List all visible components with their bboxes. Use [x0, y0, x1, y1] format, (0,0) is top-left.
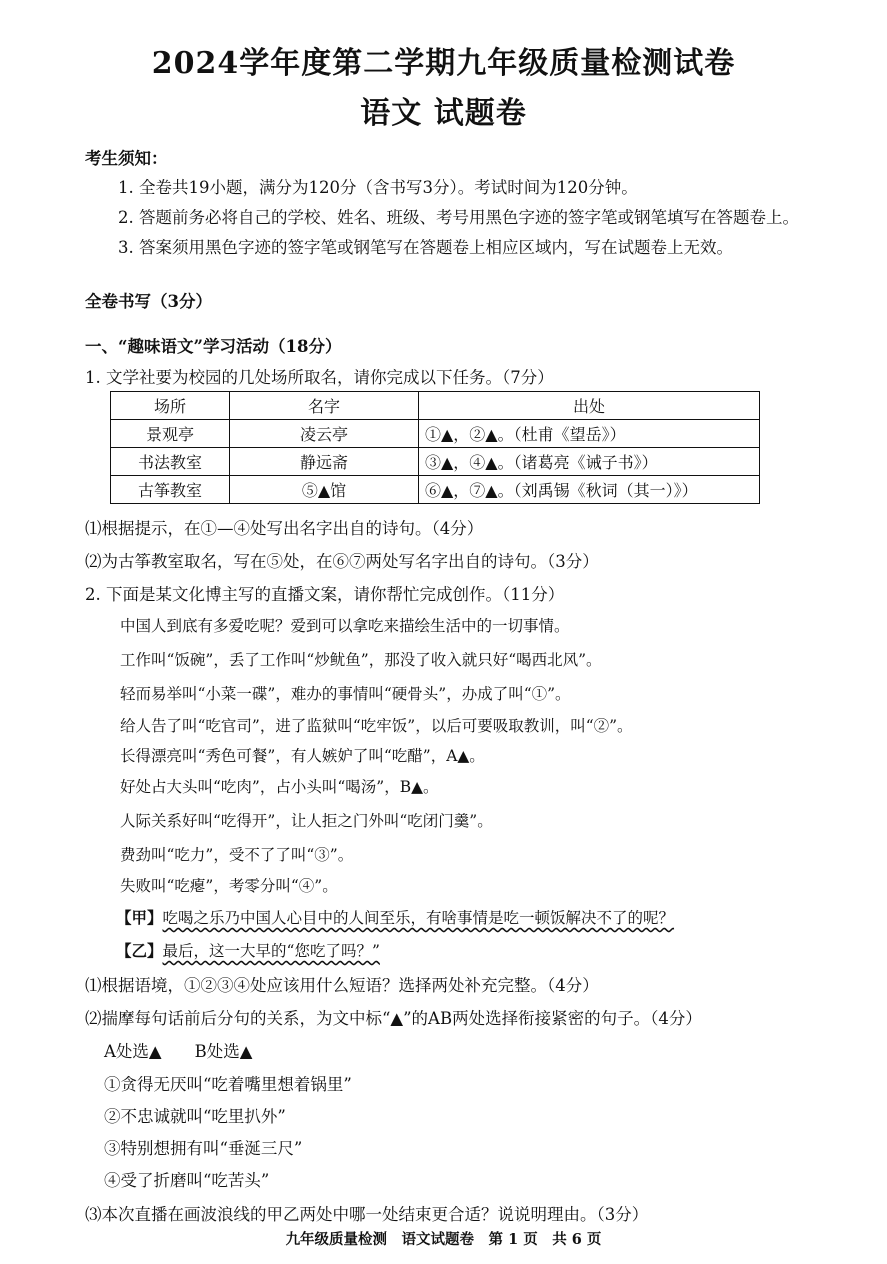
table-cell: 书法教室 — [111, 448, 230, 476]
naming-table — [110, 391, 760, 504]
option-item: ④受了折磨叫“吃苦头” — [104, 1171, 270, 1190]
writing-section-heading: 全卷书写（3分） — [85, 292, 212, 311]
table-row — [111, 420, 760, 448]
option-item: ②不忠诚就叫“吃里扒外” — [104, 1107, 286, 1126]
table-cell: ⑥▲，⑦▲。（刘禹锡《秋词（其一）》） — [419, 476, 760, 504]
section1-heading: 一、“趣味语文”学习活动（18分） — [85, 337, 342, 356]
table-header-cell: 出处 — [419, 392, 760, 420]
exam-subtitle: 语文 试题卷 — [360, 96, 527, 131]
notice-item: 1. 全卷共19小题，满分为120分（含书写3分）。考试时间为120分钟。 — [118, 178, 638, 197]
q1-subquestion-2: ⑵为古筝教室取名，写在⑤处，在⑥⑦两处写名字出自的诗句。（3分） — [85, 552, 599, 571]
table-cell: 景观亭 — [111, 420, 230, 448]
table-header-cell: 名字 — [230, 392, 419, 420]
q2-subquestion-2: ⑵揣摩每句话前后分句的关系，为文中标“▲”的AB两处选择衔接紧密的句子。（4分） — [85, 1009, 702, 1028]
table-row — [111, 448, 760, 476]
option-item: ①贪得无厌叫“吃着嘴里想着锅里” — [104, 1075, 352, 1094]
table-cell: 凌云亭 — [230, 420, 419, 448]
copy-line: 失败叫“吃瘪”，考零分叫“④”。 — [120, 877, 338, 895]
q2-subquestion-1: ⑴根据语境，①②③④处应该用什么短语？选择两处补充完整。（4分） — [85, 976, 599, 995]
table-cell: ③▲，④▲。（诸葛亮《诫子书》） — [419, 448, 760, 476]
jia-label: 【甲】 — [116, 908, 163, 927]
jia-text: 吃喝之乐乃中国人心目中的人间至乐，有啥事情是吃一顿饭解决不了的呢？ — [162, 909, 675, 927]
wavy-line-jia — [116, 906, 674, 928]
q2-prompt: 2. 下面是某文化博主写的直播文案，请你帮忙完成创作。（11分） — [85, 585, 565, 604]
table-header-cell: 场所 — [111, 392, 230, 420]
copy-line: 轻而易举叫“小菜一碟”，难办的事情叫“硬骨头”，办成了叫“①”。 — [120, 685, 571, 703]
table-cell: ⑤▲馆 — [230, 476, 419, 504]
table-cell: 静远斋 — [230, 448, 419, 476]
table-row — [111, 476, 760, 504]
copy-line: 长得漂亮叫“秀色可餐”，有人嫉妒了叫“吃醋”，A▲。 — [120, 747, 485, 765]
notice-heading: 考生须知： — [85, 149, 168, 168]
copy-line: 中国人到底有多爱吃呢？爱到可以拿吃来描绘生活中的一切事情。 — [120, 617, 570, 635]
yi-text: 最后，这一大早的“您吃了吗？” — [162, 942, 380, 960]
choice-line: A处选▲ B处选▲ — [104, 1042, 253, 1061]
copy-line: 费劲叫“吃力”，受不了了叫“③”。 — [120, 846, 354, 864]
page-footer: 九年级质量检测 语文试题卷 第 1 页 共 6 页 — [285, 1231, 602, 1248]
q1-prompt: 1. 文学社要为校园的几处场所取名，请你完成以下任务。（7分） — [85, 368, 554, 387]
copy-line: 人际关系好叫“吃得开”，让人拒之门外叫“吃闭门羹”。 — [120, 812, 493, 830]
table-cell: 古筝教室 — [111, 476, 230, 504]
option-item: ③特别想拥有叫“垂涎三尺” — [104, 1139, 303, 1158]
copy-line: 给人告了叫“吃官司”，进了监狱叫“吃牢饭”，以后可要吸取教训，叫“②”。 — [120, 717, 633, 735]
q2-subquestion-3: ⑶本次直播在画波浪线的甲乙两处中哪一处结束更合适？说说明理由。（3分） — [85, 1205, 649, 1224]
table-cell: ①▲，②▲。（杜甫《望岳》） — [419, 420, 760, 448]
notice-item: 3. 答案须用黑色字迹的签字笔或钢笔写在答题卷上相应区域内，写在试题卷上无效。 — [118, 238, 733, 257]
copy-line: 好处占大头叫“吃肉”，占小头叫“喝汤”，B▲。 — [120, 778, 439, 796]
exam-title: 2024学年度第二学期九年级质量检测试卷 — [151, 46, 736, 81]
q1-subquestion-1: ⑴根据提示，在①—④处写出名字出自的诗句。（4分） — [85, 519, 484, 538]
notice-item: 2. 答题前务必将自己的学校、姓名、班级、考号用黑色字迹的签字笔或钢笔填写在答题卷上。 — [118, 208, 799, 227]
copy-line: 工作叫“饭碗”，丢了工作叫“炒鱿鱼”，那没了收入就只好“喝西北风”。 — [120, 651, 602, 669]
wavy-line-yi — [116, 939, 380, 961]
yi-label: 【乙】 — [116, 941, 163, 960]
table-header-row — [111, 392, 760, 420]
